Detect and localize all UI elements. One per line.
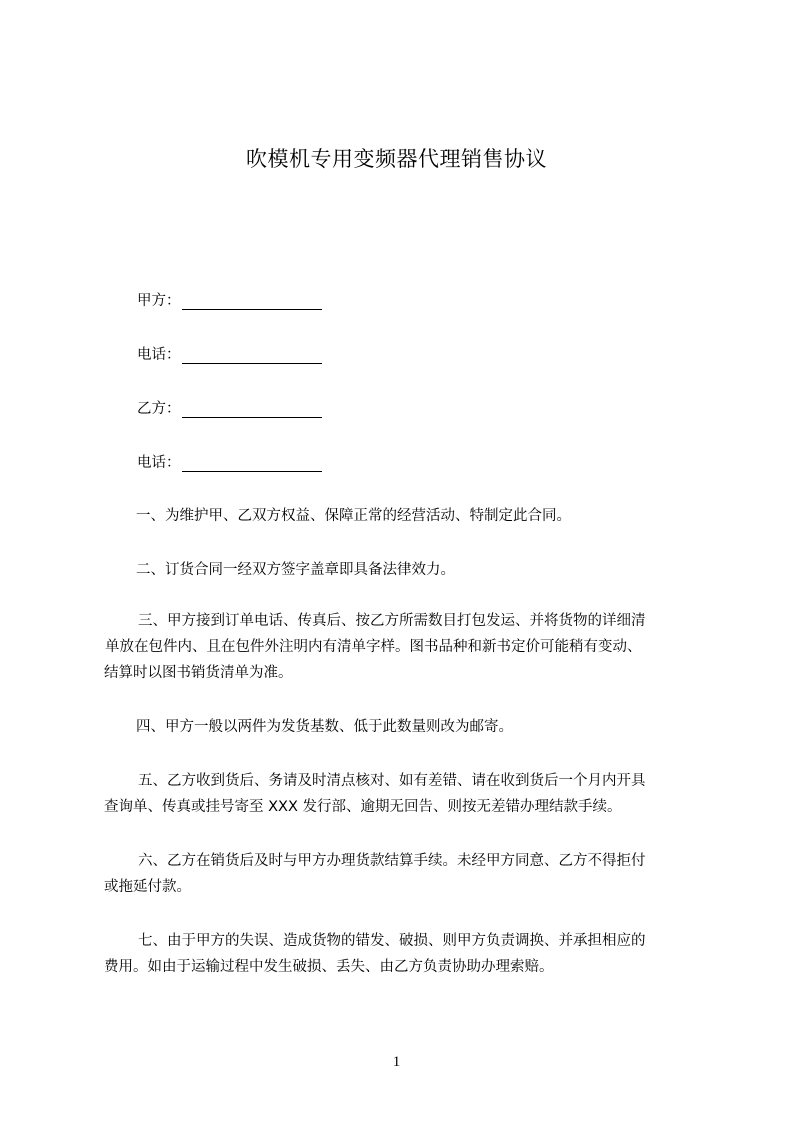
clause-line: 七、由于甲方的失误、造成货物的错发、破损、则甲方负责调换、并承担相应的: [138, 933, 646, 949]
clause-2: [104, 557, 700, 583]
clause-5: [104, 768, 700, 820]
clause-3: [104, 608, 700, 686]
clause-line: 六、乙方在销货后及时与甲方办理货款结算手续。未经甲方同意、乙方不得拒付: [138, 853, 646, 869]
clause-line: 结算时以图书销货清单为准。: [104, 665, 293, 681]
clause-line: 查询单、传真或挂号寄至 XXX 发行部、逾期无回告、则按无差错办理结款手续。: [104, 799, 622, 815]
clause-line: 费用。如由于运输过程中发生破损、丢失、由乙方负责协助办理索赔。: [104, 959, 554, 975]
page-number: 1: [392, 1054, 401, 1070]
clause-7: [104, 928, 700, 980]
party-a-phone-field: [137, 344, 322, 364]
party-b-field: [137, 398, 322, 418]
clause-line: 单放在包件内、且在包件外注明内有清单字样。图书品种和新书定价可能稍有变动、: [105, 639, 642, 655]
party-b-phone-field: [137, 452, 322, 472]
party-b-blank-line: [182, 402, 322, 418]
document-title: 吹模机专用变频器代理销售协议: [246, 147, 547, 171]
party-b-phone-label: 电话：: [137, 455, 181, 471]
clause-line: 三、甲方接到订单电话、传真后、按乙方所需数目打包发运、并将货物的详细清: [138, 613, 646, 629]
clause-1: [104, 503, 700, 529]
clause-line: 一、为维护甲、乙双方权益、保障正常的经营活动、特制定此合同。: [136, 508, 571, 524]
party-b-phone-blank-line: [182, 456, 322, 472]
clause-line: 或拖延付款。: [104, 879, 191, 895]
party-a-field: [137, 290, 322, 310]
party-a-blank-line: [182, 294, 322, 310]
party-b-label: 乙方：: [137, 401, 181, 417]
clause-4: [104, 714, 700, 740]
party-a-label: 甲方：: [137, 293, 181, 309]
clause-line: 五、乙方收到货后、务请及时清点核对、如有差错、请在收到货后一个月内开具: [138, 773, 646, 789]
clause-line: 二、订货合同一经双方签字盖章即具备法律效力。: [136, 562, 455, 578]
clause-line: 四、甲方一般以两件为发货基数、低于此数量则改为邮寄。: [136, 719, 513, 735]
party-a-phone-label: 电话：: [137, 347, 181, 363]
clause-6: [104, 848, 700, 900]
party-a-phone-blank-line: [182, 348, 322, 364]
